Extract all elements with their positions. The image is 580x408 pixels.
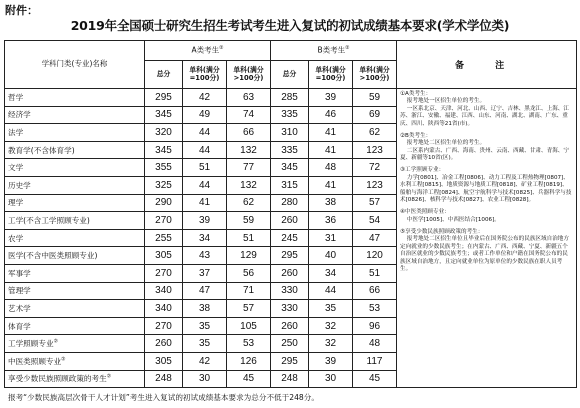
subject-name: 经济学 [8, 110, 31, 120]
a-single-over100-score: 63 [227, 89, 271, 107]
note-text: 力学[0801]、冶金工程[0806]、动力工程及工程热物理[0807]、水利工程[0815]、地质资源与地质工程[0818]、矿业工程[0819]、船舶与海洋工程[0824]、航空宇航科学与技术[0825]、兵器科学与技术[0826]、核科学与技术[0827]、农业工程[0828]。 [400, 174, 572, 203]
subject-name: 工学照顾专业 [8, 339, 54, 349]
a-single-100-score: 44 [183, 141, 227, 159]
b-total-score: 335 [271, 106, 309, 124]
subject-name: 教育学(不含体育学) [8, 145, 75, 155]
b-single-over100-score: 69 [353, 106, 397, 124]
b-total-score: 260 [271, 317, 309, 335]
subject-name-cell [5, 300, 145, 318]
subject-name-cell [5, 89, 145, 107]
a-total-score: 340 [145, 300, 183, 318]
b-class-header [271, 41, 397, 61]
subject-name: 艺术学 [8, 303, 31, 313]
subject-name: 中医类照顾专业 [8, 356, 62, 366]
subject-name-cell [5, 264, 145, 282]
subject-name: 管理学 [8, 286, 31, 296]
a-single-100-score: 47 [183, 282, 227, 300]
subject-name-cell [5, 106, 145, 124]
subject-name-cell [5, 247, 145, 265]
b-single-100-score: 32 [309, 335, 353, 353]
a-total-score: 345 [145, 141, 183, 159]
a-total-score: 345 [145, 106, 183, 124]
a-total-score: 295 [145, 89, 183, 107]
note-block [400, 133, 573, 163]
page-title: 2019年全国硕士研究生招生考试考生进入复试的初试成绩基本要求(学术学位类) [70, 18, 510, 33]
score-table [4, 40, 577, 388]
subject-name: 农学 [8, 233, 24, 243]
note-text: 报考地处二区招生单位的考生。 [406, 140, 486, 147]
b-single-100-score: 41 [309, 141, 353, 159]
a-single-over100-score: 126 [227, 352, 271, 370]
note-text: 二区系内蒙古、广西、海南、贵州、云南、西藏、甘肃、青海、宁夏、新疆等10省(区)。 [400, 147, 569, 161]
a-total-score: 320 [145, 124, 183, 142]
a-class-mark: ② [219, 44, 224, 51]
a-total-score: 270 [145, 317, 183, 335]
note-block [400, 229, 573, 273]
b-single-over100-score: 123 [353, 141, 397, 159]
b-total-score: 310 [271, 124, 309, 142]
a-single-over100-score: 45 [227, 370, 271, 388]
b-single-over100-score: 54 [353, 212, 397, 230]
a-single-100-score: 41 [183, 194, 227, 212]
a-class-label: A类考生 [191, 45, 220, 55]
a-single-over100-score: 53 [227, 335, 271, 353]
a-single-over100-score: 62 [227, 194, 271, 212]
b-total-score: 295 [271, 352, 309, 370]
a-single-100-score: 37 [183, 264, 227, 282]
b-single-over100-score: 72 [353, 159, 397, 177]
note-text: 一区系北京、天津、河北、山西、辽宁、吉林、黑龙江、上海、江苏、浙江、安徽、福建、江西、山东、河南、湖北、湖南、广东、重庆、四川、陕西等21省(市)。 [400, 105, 569, 127]
a-single-over100-score: 66 [227, 124, 271, 142]
attachment-label: 附件： [5, 4, 38, 17]
a-single-over100-score: 74 [227, 106, 271, 124]
b-single-over100-score: 53 [353, 300, 397, 318]
a-total-score: 270 [145, 212, 183, 230]
b-single-over100-score: 62 [353, 124, 397, 142]
b-single-100-score: 34 [309, 264, 353, 282]
a-total-score: 290 [145, 194, 183, 212]
a-single-100-score: 51 [183, 159, 227, 177]
note-text: 报考地处二区招生单位且毕业后在国务院公布的民族区域自治地方定向就业的少数民族考生；在内蒙古、广西、西藏、宁夏、新疆五个自治区就业的少数民族考生；或者工作单位和户籍在国务院公布的民族区域自治地方，且定向就业单位为原单位的少数民族在职人员考生。 [400, 236, 569, 272]
subject-name-cell [5, 335, 145, 353]
a-single-over100-score: 59 [227, 212, 271, 230]
a-single-100-score: 35 [183, 335, 227, 353]
b-single-over100-score: 120 [353, 247, 397, 265]
b-single-100-score: 40 [309, 247, 353, 265]
subject-name-cell [5, 194, 145, 212]
notes-cell [397, 89, 577, 388]
a-single-over100-score: 71 [227, 282, 271, 300]
subject-header: 学科门类(专业)名称 [5, 41, 145, 89]
b-single-100-score: 36 [309, 212, 353, 230]
a-single-over100-header: 单科(满分>100分) [227, 61, 271, 89]
subject-name-cell [5, 159, 145, 177]
b-single-over100-score: 48 [353, 335, 397, 353]
note-block [400, 91, 573, 128]
subject-name: 文学 [8, 163, 24, 173]
a-single-100-score: 44 [183, 176, 227, 194]
subject-name-cell [5, 370, 145, 388]
a-total-header: 总分 [145, 61, 183, 89]
a-total-score: 355 [145, 159, 183, 177]
a-total-score: 305 [145, 247, 183, 265]
subject-name: 军事学 [8, 268, 31, 278]
a-single-100-score: 34 [183, 229, 227, 247]
b-total-score: 345 [271, 159, 309, 177]
b-total-score: 330 [271, 282, 309, 300]
b-single-100-score: 44 [309, 282, 353, 300]
b-total-header: 总分 [271, 61, 309, 89]
a-single-over100-score: 105 [227, 317, 271, 335]
a-single-over100-score: 129 [227, 247, 271, 265]
b-total-score: 295 [271, 247, 309, 265]
subject-name-cell [5, 229, 145, 247]
a-single-over100-score: 132 [227, 141, 271, 159]
a-single-over100-score: 77 [227, 159, 271, 177]
subject-name: 哲学 [8, 92, 24, 102]
a-single-100-score: 42 [183, 89, 227, 107]
a-single-100-score: 39 [183, 212, 227, 230]
b-single-100-score: 31 [309, 229, 353, 247]
b-total-score: 245 [271, 229, 309, 247]
table-body [5, 89, 577, 388]
subject-name-cell [5, 141, 145, 159]
a-total-score: 270 [145, 264, 183, 282]
a-single-100-header: 单科(满分=100分) [183, 61, 227, 89]
note-title: ①A类考生： [400, 91, 432, 97]
b-single-100-score: 35 [309, 300, 353, 318]
b-total-score: 248 [271, 370, 309, 388]
a-single-100-score: 49 [183, 106, 227, 124]
footnote: 报考“少数民族高层次骨干人才计划”考生进入复试的初试成绩基本要求为总分不低于248分。 [8, 393, 319, 402]
b-single-100-score: 41 [309, 176, 353, 194]
subject-note-mark: ② [106, 373, 112, 380]
b-single-over100-score: 51 [353, 264, 397, 282]
subject-name: 历史学 [8, 180, 31, 190]
b-single-100-score: 46 [309, 106, 353, 124]
a-single-over100-score: 57 [227, 300, 271, 318]
a-class-header [145, 41, 271, 61]
subject-name: 享受少数民族照顾政策的考生 [8, 374, 107, 384]
a-total-score: 340 [145, 282, 183, 300]
b-single-100-score: 39 [309, 352, 353, 370]
subject-note-mark: ② [61, 356, 66, 363]
note-title: ②B类考生： [400, 132, 432, 139]
b-class-label: B类考生 [317, 45, 346, 55]
b-total-score: 260 [271, 212, 309, 230]
note-block [400, 209, 573, 224]
b-single-over100-score: 57 [353, 194, 397, 212]
a-single-100-score: 30 [183, 370, 227, 388]
note-title: ④中医类照顾专业： [400, 209, 450, 216]
b-single-100-score: 30 [309, 370, 353, 388]
b-single-over100-score: 66 [353, 282, 397, 300]
b-total-score: 250 [271, 335, 309, 353]
b-single-100-score: 48 [309, 159, 353, 177]
b-single-over100-score: 59 [353, 89, 397, 107]
note-text: 报考地处一区招生单位的考生。 [406, 98, 486, 105]
b-total-score: 315 [271, 176, 309, 194]
a-total-score: 305 [145, 352, 183, 370]
subject-name-cell [5, 352, 145, 370]
subject-name-cell [5, 124, 145, 142]
note-text: 中医学[1005]、中西医结合[1006]。 [406, 216, 500, 223]
b-total-score: 280 [271, 194, 309, 212]
b-single-over100-score: 47 [353, 229, 397, 247]
note-block [400, 167, 573, 204]
b-single-100-score: 38 [309, 194, 353, 212]
notes-header: 备 注 [397, 41, 577, 89]
b-total-score: 260 [271, 264, 309, 282]
subject-name-cell [5, 282, 145, 300]
a-single-over100-score: 51 [227, 229, 271, 247]
a-total-score: 260 [145, 335, 183, 353]
b-single-100-header: 单科(满分=100分) [309, 61, 353, 89]
b-single-over100-header: 单科(满分>100分) [353, 61, 397, 89]
subject-name-cell [5, 317, 145, 335]
subject-note-mark: ② [53, 338, 59, 345]
subject-name: 体育学 [8, 321, 31, 331]
subject-name-cell [5, 212, 145, 230]
a-total-score: 255 [145, 229, 183, 247]
note-title: ③工学照顾专业： [400, 167, 445, 174]
subject-name-cell [5, 176, 145, 194]
subject-name: 工学(不含工学照顾专业) [8, 215, 90, 225]
table-row [5, 89, 577, 107]
subject-name: 医学(不含中医类照顾专业) [8, 251, 98, 261]
a-single-100-score: 35 [183, 317, 227, 335]
a-single-over100-score: 56 [227, 264, 271, 282]
a-total-score: 248 [145, 370, 183, 388]
b-single-100-score: 41 [309, 124, 353, 142]
b-class-mark: ② [345, 44, 350, 51]
a-total-score: 325 [145, 176, 183, 194]
b-total-score: 330 [271, 300, 309, 318]
b-single-100-score: 39 [309, 89, 353, 107]
b-single-over100-score: 96 [353, 317, 397, 335]
a-single-100-score: 42 [183, 352, 227, 370]
b-single-over100-score: 45 [353, 370, 397, 388]
subject-name: 理学 [8, 198, 24, 208]
a-single-100-score: 44 [183, 124, 227, 142]
b-single-over100-score: 123 [353, 176, 397, 194]
b-single-over100-score: 117 [353, 352, 397, 370]
b-total-score: 285 [271, 89, 309, 107]
a-single-100-score: 38 [183, 300, 227, 318]
note-title: ⑤享受少数民族照顾政策的考生： [400, 229, 484, 235]
b-single-100-score: 32 [309, 317, 353, 335]
subject-name: 法学 [8, 127, 24, 137]
b-total-score: 335 [271, 141, 309, 159]
a-single-over100-score: 132 [227, 176, 271, 194]
a-single-100-score: 43 [183, 247, 227, 265]
